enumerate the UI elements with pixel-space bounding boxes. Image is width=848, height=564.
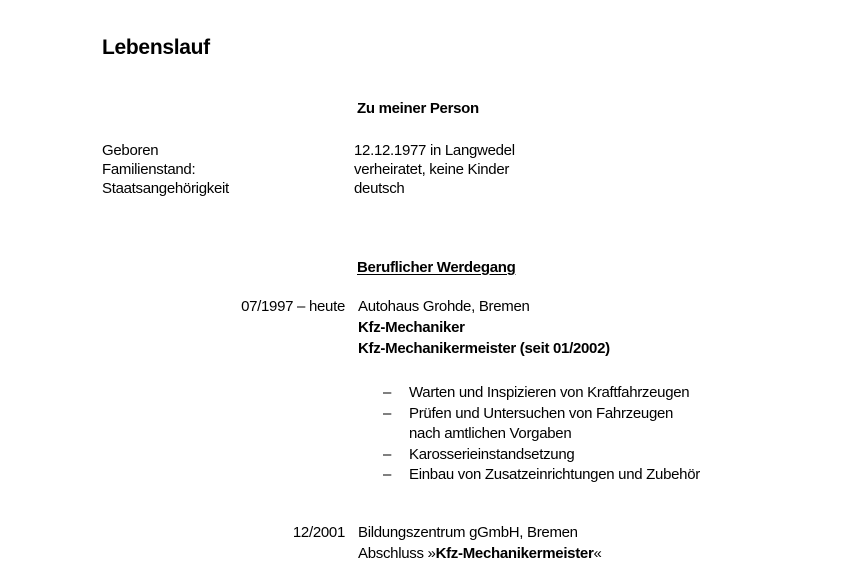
list-item	[383, 465, 700, 486]
degree-suffix: «	[593, 545, 602, 562]
personal-values	[354, 141, 515, 198]
degree-prefix: Abschluss »	[358, 545, 436, 562]
list-item	[383, 383, 700, 404]
dash-bullet: –	[383, 404, 392, 422]
institution-name: Bildungszentrum gGmbH, Bremen	[358, 524, 578, 541]
task-text: Warten und Inspizieren von Kraftfahrzeugen	[409, 384, 690, 401]
task-text: Einbau von Zusatzeinrichtungen und Zubehör	[409, 466, 700, 483]
section-heading-personal: Zu meiner Person	[357, 100, 479, 117]
position-title: Kfz-Mechaniker	[358, 319, 465, 336]
entry-date: 12/2001	[292, 524, 345, 541]
value-born: 12.12.1977 in Langwedel	[354, 142, 515, 159]
education-entry	[358, 522, 602, 564]
document-title: Lebenslauf	[102, 36, 210, 59]
label-nationality: Staatsangehörigkeit	[102, 180, 229, 197]
dash-bullet: –	[383, 466, 392, 483]
label-born: Geboren	[102, 142, 159, 159]
position-title: Kfz-Mechanikermeister (seit 01/2002)	[358, 340, 610, 357]
personal-labels	[102, 141, 229, 198]
career-entry	[358, 296, 610, 359]
degree-title: Kfz-Mechanikermeister	[435, 545, 594, 562]
entry-date: 07/1997 – heute	[241, 298, 345, 315]
dash-bullet: –	[383, 384, 392, 401]
dash-bullet: –	[383, 445, 392, 463]
employer-name: Autohaus Grohde, Bremen	[358, 298, 530, 315]
section-heading-career: Beruflicher Werdegang	[357, 259, 516, 276]
value-marital-status: verheiratet, keine Kinder	[354, 161, 510, 178]
list-item	[383, 404, 700, 445]
task-list	[383, 383, 700, 486]
task-text: Karosserieinstandsetzung	[409, 445, 575, 463]
task-text: nach amtlichen Vorgaben	[409, 425, 572, 442]
label-marital-status: Familienstand:	[102, 161, 196, 178]
list-item	[383, 445, 700, 466]
task-text: Prüfen und Untersuchen von Fahrzeugen	[409, 404, 674, 422]
degree-line	[358, 543, 602, 564]
value-nationality: deutsch	[354, 180, 405, 197]
